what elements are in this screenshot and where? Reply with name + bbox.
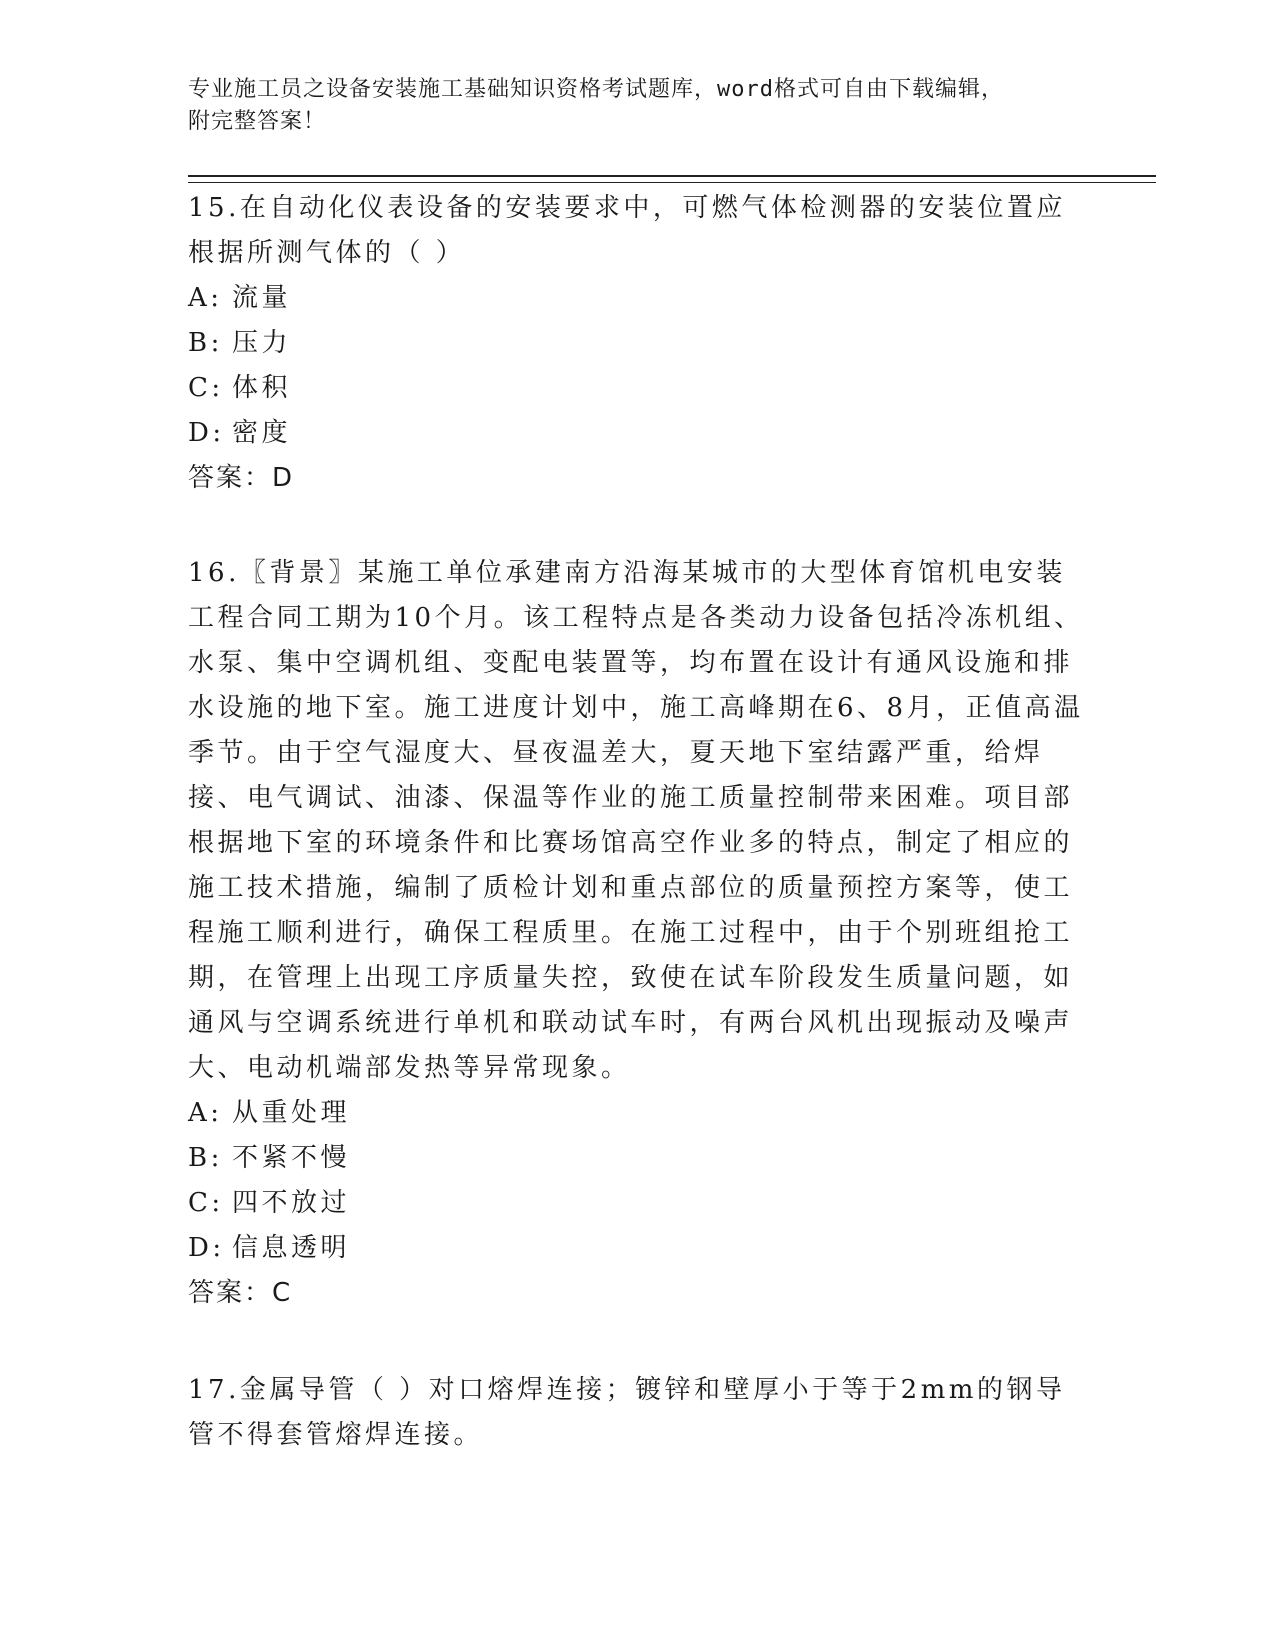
option-c (188, 366, 1088, 411)
header-line-2: 附完整答案！ (188, 109, 327, 134)
option-letter: C: (188, 373, 224, 403)
question-15 (188, 186, 1088, 501)
option-b (188, 1136, 1088, 1181)
option-text: 信息透明 (232, 1233, 351, 1263)
option-a (188, 1091, 1088, 1136)
question-16-text: 16.〖背景〗某施工单位承建南方沿海某城市的大型体育馆机电安装工程合同工期为10个月。该工程特点是各类动力设备包括冷冻机组、水泵、集中空调机组、变配电装置等，均布置在设计有通风设施和排水设施的地下室。施工进度计划中，施工高峰期在6、8月，正值高温季节。由于空气湿度大、昼夜温差大，夏天地下室结露严重，给焊接、电气调试、油漆、保温等作业的施工质量控制带来困难。项目部根据地下室的环境条件和比赛场馆高空作业多的特点，制定了相应的施工技术措施，编制了质检计划和重点部位的质量预控方案等，使工程施工顺利进行，确保工程质里。在施工过程中，由于个别班组抢工期，在管理上出现工序质量失控，致使在试车阶段发生质量问题，如通风与空调系统进行单机和联动试车时，有两台风机出现振动及噪声大、电动机端部发热等异常现象。 (188, 558, 1084, 1083)
option-text: 密度 (232, 418, 292, 448)
option-letter: D: (188, 418, 225, 448)
option-letter: B: (188, 1143, 223, 1173)
option-text: 不紧不慢 (232, 1143, 351, 1173)
option-letter: A: (188, 1098, 223, 1128)
question-17 (188, 1368, 1088, 1458)
header-divider-thick (188, 175, 1156, 177)
question-16 (188, 551, 1088, 1316)
option-letter: D: (188, 1233, 225, 1263)
option-a (188, 276, 1088, 321)
option-text: 压力 (232, 328, 292, 358)
option-letter: A: (188, 283, 223, 313)
option-b (188, 321, 1088, 366)
option-letter: C: (188, 1188, 224, 1218)
option-letter: B: (188, 328, 223, 358)
option-d (188, 411, 1088, 456)
question-15-text: 15.在自动化仪表设备的安装要求中，可燃气体检测器的安装位置应根据所测气体的（ ） (188, 193, 1066, 268)
option-c (188, 1181, 1088, 1226)
option-d (188, 1226, 1088, 1271)
option-text: 四不放过 (232, 1188, 351, 1218)
header-line-1: 专业施工员之设备安装施工基础知识资格考试题库，word格式可自由下载编辑， (188, 77, 1004, 102)
question-15-answer: 答案：D (188, 463, 295, 493)
header-divider-thin (188, 182, 1156, 183)
option-text: 流量 (232, 283, 292, 313)
document-header (188, 74, 1088, 138)
option-text: 体积 (232, 373, 292, 403)
question-16-options (188, 1091, 1088, 1271)
question-17-text: 17.金属导管（ ）对口熔焊连接；镀锌和壁厚小于等于2mm的钢导管不得套管熔焊连接。 (188, 1375, 1066, 1450)
question-16-answer: 答案：C (188, 1278, 293, 1308)
option-text: 从重处理 (232, 1098, 351, 1128)
question-15-options (188, 276, 1088, 456)
